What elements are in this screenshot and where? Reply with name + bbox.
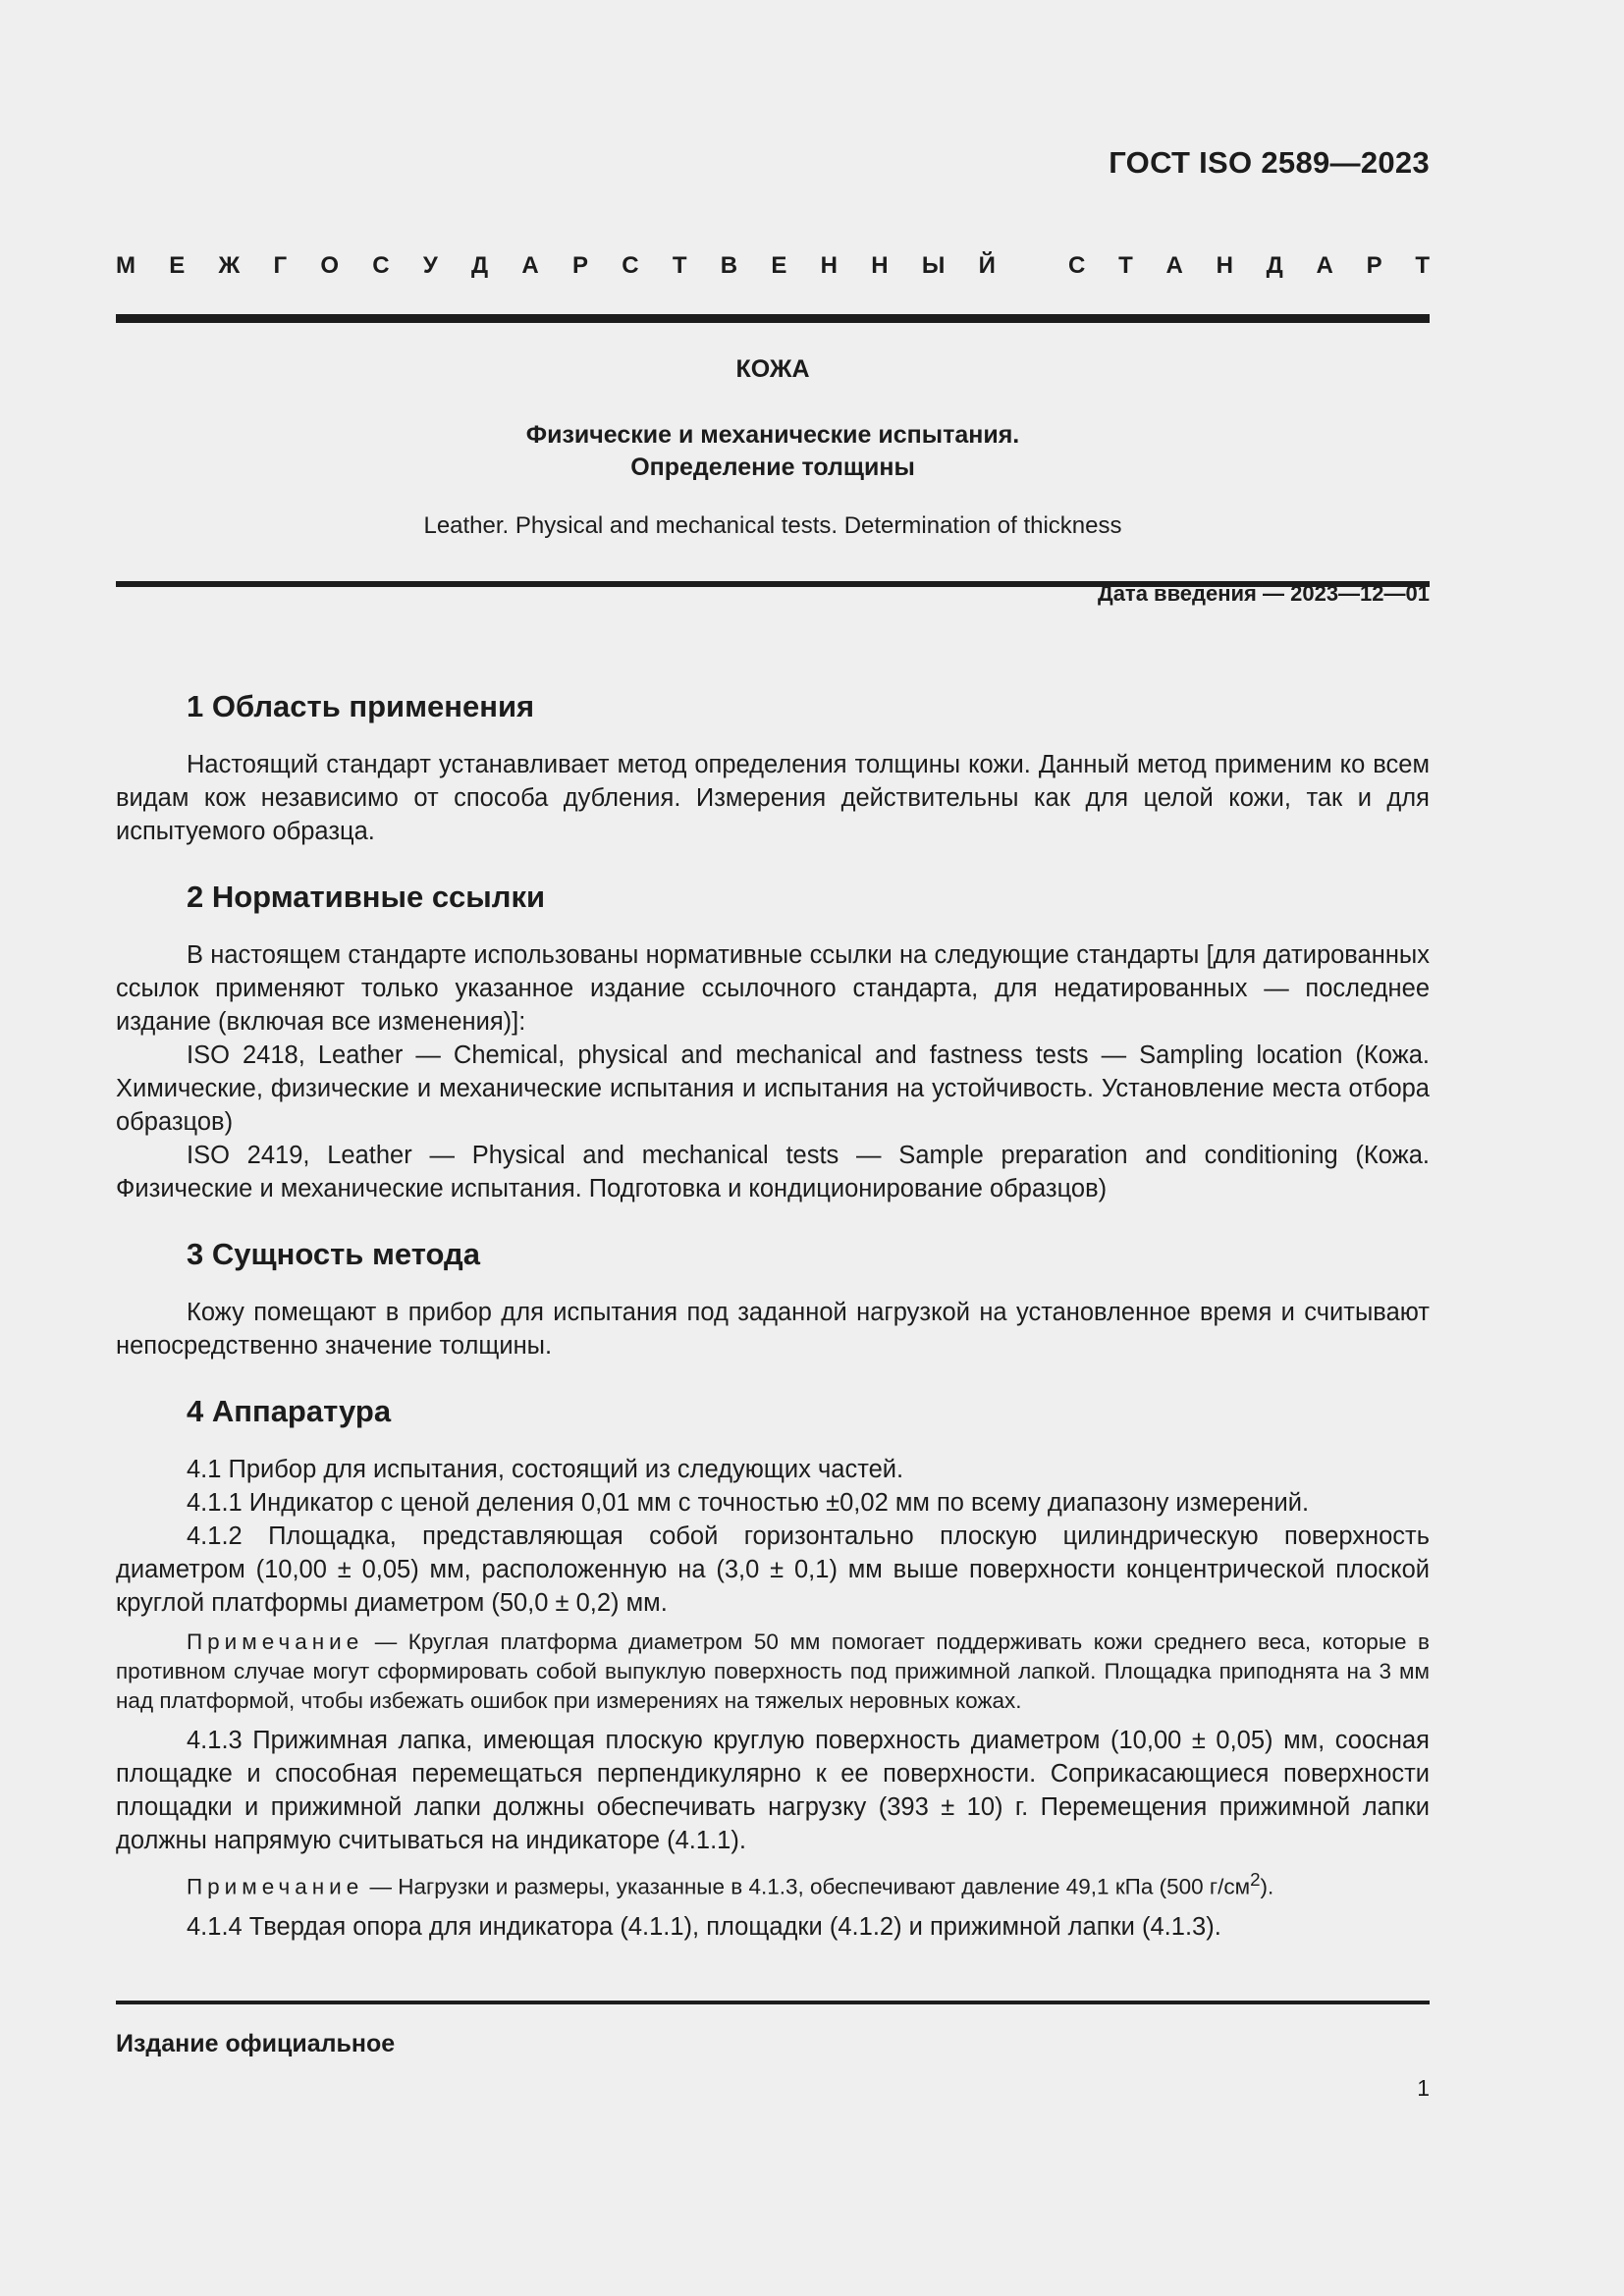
banner-letter: В (720, 252, 738, 279)
header-rule (116, 314, 1430, 323)
english-title: Leather. Physical and mechanical tests. Determination of thickness (423, 512, 1122, 539)
banner-letter: С (372, 252, 390, 279)
paragraph: В настоящем стандарте использованы нормативные ссылки на следующие стандарты [для датированных ссылок применяют только указанное издание ссылочного стандарта, для недатированных — последнее издание (включая все изменения)]: (116, 941, 1430, 1036)
banner-letter: Ж (218, 252, 241, 279)
banner-letter: А (521, 252, 539, 279)
banner-letter: У (422, 252, 438, 279)
clause: 4.1.2 Площадка, представляющая собой горизонтально плоскую цилиндрическую поверхность диаметром (10,00 ± 0,05) мм, расположенную на (3,0 ± 0,1) мм выше поверхности концентрической плоской круглой платформы диаметром (50,0 ± 0,2) мм. (116, 1522, 1430, 1617)
section-heading: 4 Аппаратура (187, 1394, 392, 1428)
page-number: 1 (1417, 2075, 1430, 2101)
banner-letter: Е (771, 252, 787, 279)
banner-letter: Н (1216, 252, 1233, 279)
banner-letter: Й (978, 252, 996, 279)
banner-letter: Т (1415, 252, 1430, 279)
banner-letter: Д (471, 252, 489, 279)
banner-letter: Д (1266, 252, 1283, 279)
banner-letter: О (320, 252, 339, 279)
banner-letter: Т (672, 252, 687, 279)
banner-letter: Р (1366, 252, 1382, 279)
banner-letter: Г (273, 252, 288, 279)
official-edition-label: Издание официальное (116, 2030, 396, 2057)
note (116, 1628, 1430, 1716)
note-text-end: ). (1260, 1874, 1274, 1899)
section-heading: 1 Область применения (187, 689, 535, 723)
subtitle-line: Определение толщины (630, 454, 915, 481)
banner-letter: Е (169, 252, 186, 279)
document-body (116, 687, 1430, 1944)
subtitle-line: Физические и механические испытания. (525, 421, 1020, 449)
note-text: — Круглая платформа диаметром 50 мм помогает поддерживать кожи среднего веса, которые в противном случае могут сформировать собой выпуклую поверхность под прижимной лапкой. Площадка приподнята на 3 мм над платформой, чтобы избежать ошибок при измерениях на тяжелых неровных кожах. (116, 1629, 1430, 1713)
paragraph: Настоящий стандарт устанавливает метод определения толщины кожи. Данный метод применим ко всем видам кож независимо от способа дубления. Измерения действительны как для целой кожи, так и для испытуемого образца. (116, 751, 1430, 845)
banner-letter: С (622, 252, 639, 279)
banner-letter: А (1165, 252, 1183, 279)
footer-rule (116, 2001, 1430, 2004)
section-heading: 3 Сущность метода (187, 1237, 480, 1271)
banner-letter: С (1068, 252, 1086, 279)
note-label: Примечание (187, 1874, 364, 1899)
banner-letter: Н (871, 252, 889, 279)
paragraph: Кожу помещают в прибор для испытания под заданной нагрузкой на установленное время и считывают непосредственно значение толщины. (116, 1299, 1430, 1360)
standard-banner (116, 252, 1430, 280)
banner-word-standard (1068, 252, 1430, 280)
clause: 4.1 Прибор для испытания, состоящий из следующих частей. (187, 1456, 904, 1483)
banner-letter: Р (571, 252, 588, 279)
banner-letter: Ы (921, 252, 946, 279)
effective-date: Дата введения — 2023—12—01 (1098, 581, 1430, 606)
note-text: — Нагрузки и размеры, указанные в 4.1.3, обеспечивают давление 49,1 кПа (500 г/см (363, 1874, 1251, 1899)
banner-letter: Т (1118, 252, 1133, 279)
note-label: Примечание (187, 1629, 364, 1654)
document-code: ГОСТ ISO 2589—2023 (1109, 145, 1430, 180)
note (116, 1865, 1430, 1902)
document-subtitle (116, 419, 1430, 484)
reference-item: ISO 2419, Leather — Physical and mechanical tests — Sample preparation and conditioning (Кожа. Физические и механические испытания. Подготовка и кондиционирование образцов) (116, 1142, 1430, 1202)
banner-letter: М (116, 252, 135, 279)
reference-item: ISO 2418, Leather — Chemical, physical and mechanical and fastness tests — Sampling location (Кожа. Химические, физические и механические испытания и испытания на устойчивость. Установление места отбора образцов) (116, 1041, 1430, 1136)
banner-word-interstate (116, 252, 996, 280)
clause: 4.1.3 Прижимная лапка, имеющая плоскую круглую поверхность диаметром (10,00 ± 0,05) мм, соосная площадке и способная перемещаться перпендикулярно к ее поверхности. Соприкасающиеся поверхности площадки и прижимной лапки должны обеспечивать нагрузку (393 ± 10) г. Перемещения прижимной лапки должны напрямую считываться на индикаторе (4.1.1). (116, 1727, 1430, 1854)
banner-letter: Н (820, 252, 838, 279)
clause: 4.1.4 Твердая опора для индикатора (4.1.1), площадки (4.1.2) и прижимной лапки (4.1.3). (187, 1912, 1221, 1941)
banner-letter: А (1316, 252, 1333, 279)
section-heading: 2 Нормативные ссылки (187, 880, 546, 914)
clause: 4.1.1 Индикатор с ценой деления 0,01 мм с точностью ±0,02 мм по всему диапазону измерений. (187, 1489, 1310, 1517)
superscript: 2 (1250, 1869, 1261, 1890)
document-title: КОЖА (735, 355, 810, 383)
